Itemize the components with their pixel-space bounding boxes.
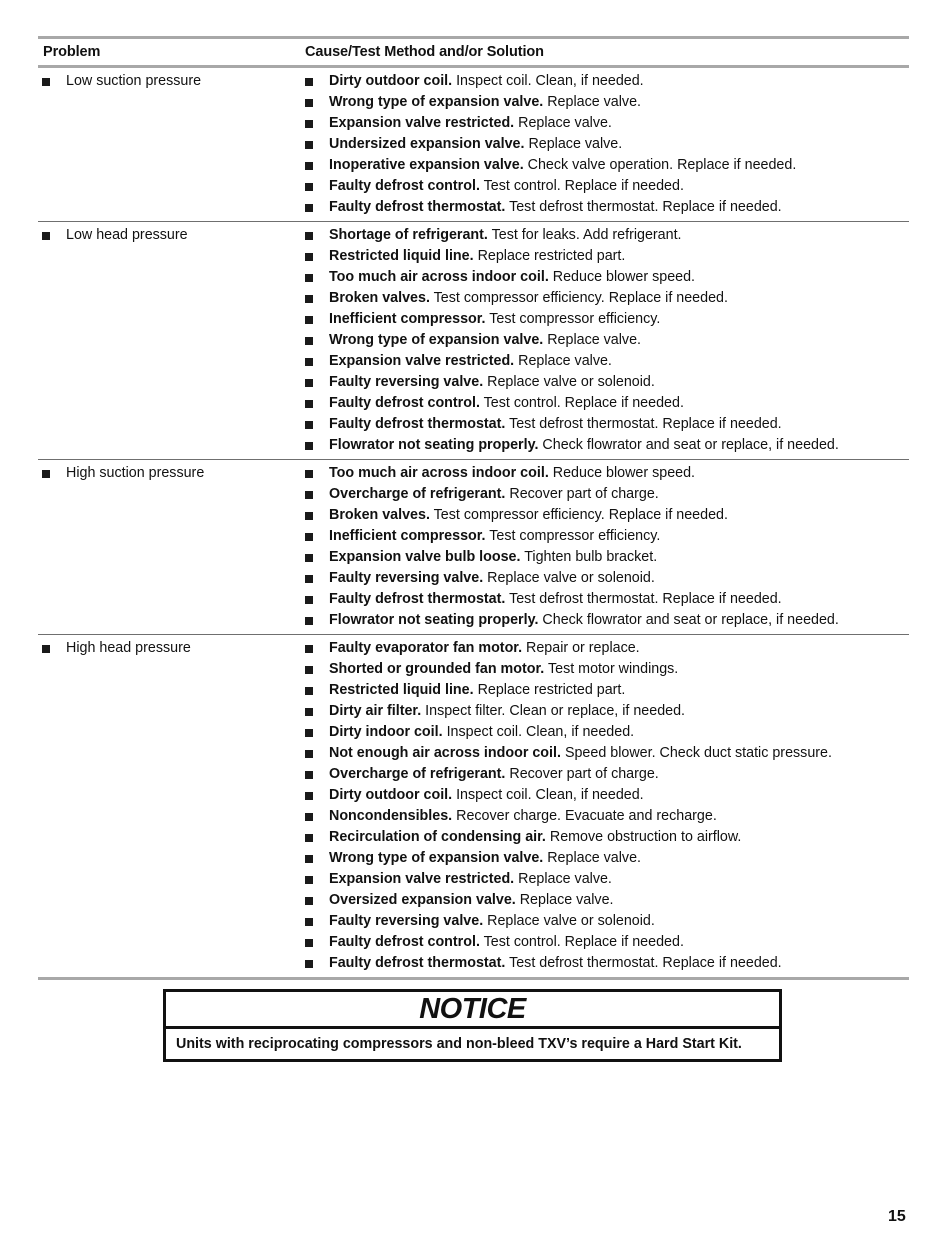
list-item <box>305 92 909 113</box>
list-item <box>305 225 909 246</box>
solution-label: Replace valve. <box>543 94 641 110</box>
list-item <box>305 785 909 806</box>
problem-cell <box>38 638 305 974</box>
solution-label: Replace valve. <box>543 850 641 866</box>
list-item <box>305 743 909 764</box>
solution-label: Replace valve. <box>515 892 614 908</box>
list-item <box>305 806 909 827</box>
list-item <box>305 484 909 505</box>
list-item <box>305 134 909 155</box>
cause-label: Too much air across indoor coil. <box>329 465 549 481</box>
cause-label: Faulty defrost control. <box>329 934 480 950</box>
solution-label: Test control. Replace if needed. <box>479 178 684 194</box>
solution-text <box>329 435 839 456</box>
solution-text <box>329 197 782 218</box>
list-item <box>305 869 909 890</box>
cause-label: Faulty reversing valve. <box>329 913 484 929</box>
solution-text <box>329 547 657 568</box>
solution-label: Test defrost thermostat. Replace if needed. <box>505 199 782 215</box>
bullet-square-icon <box>305 120 313 128</box>
cause-label: Inoperative expansion valve. <box>329 157 524 173</box>
list-item <box>305 505 909 526</box>
solution-text <box>329 953 782 974</box>
bullet-square-icon <box>305 813 313 821</box>
solution-text <box>329 155 796 176</box>
solution-text <box>329 890 614 911</box>
cause-label: Broken valves. <box>329 290 430 306</box>
solution-label: Test compressor efficiency. Replace if needed. <box>429 290 728 306</box>
cause-label: Noncondensibles. <box>329 808 453 824</box>
cause-label: Flowrator not seating properly. <box>329 437 539 453</box>
list-item <box>305 680 909 701</box>
cause-label: Expansion valve bulb loose. <box>329 549 521 565</box>
solution-label: Replace valve. <box>514 353 612 369</box>
cause-label: Faulty defrost control. <box>329 395 480 411</box>
solution-label: Test compressor efficiency. Replace if needed. <box>429 507 728 523</box>
table-row <box>38 460 909 634</box>
table-row <box>38 68 909 221</box>
solution-cell <box>305 463 909 631</box>
bullet-square-icon <box>305 792 313 800</box>
list-item <box>305 267 909 288</box>
cause-label: Faulty defrost thermostat. <box>329 199 506 215</box>
solution-text <box>329 743 832 764</box>
bullet-square-icon <box>305 358 313 366</box>
list-item <box>305 610 909 631</box>
table-header-row <box>38 39 909 65</box>
solution-cell <box>305 638 909 974</box>
cause-label: Not enough air across indoor coil. <box>329 745 561 761</box>
cause-label: Restricted liquid line. <box>329 682 474 698</box>
solution-label: Recover part of charge. <box>505 486 659 502</box>
bullet-square-icon <box>305 575 313 583</box>
cause-label: Faulty reversing valve. <box>329 374 484 390</box>
cause-label: Broken valves. <box>329 507 430 523</box>
solution-text <box>329 92 641 113</box>
bullet-square-icon <box>305 295 313 303</box>
bullet-square-icon <box>305 554 313 562</box>
solution-label: Tighten bulb bracket. <box>520 549 658 565</box>
solution-label: Test control. Replace if needed. <box>479 395 684 411</box>
solution-label: Replace valve. <box>514 871 612 887</box>
bullet-square-icon <box>305 78 313 86</box>
solution-text <box>329 722 634 743</box>
list-item <box>305 155 909 176</box>
bullet-square-icon <box>305 617 313 625</box>
cause-label: Wrong type of expansion valve. <box>329 94 544 110</box>
table-row <box>38 635 909 977</box>
solution-text <box>329 176 684 197</box>
solution-label: Repair or replace. <box>522 640 640 656</box>
bullet-square-icon <box>42 232 50 240</box>
notice-title: NOTICE <box>166 992 779 1029</box>
solution-label: Replace valve or solenoid. <box>483 570 655 586</box>
cause-label: Dirty indoor coil. <box>329 724 443 740</box>
solution-label: Speed blower. Check duct static pressure. <box>560 745 832 761</box>
bullet-square-icon <box>305 666 313 674</box>
notice-box <box>163 989 782 1062</box>
solution-text <box>329 225 682 246</box>
solution-label: Inspect coil. Clean, if needed. <box>452 787 644 803</box>
cause-label: Undersized expansion valve. <box>329 136 525 152</box>
list-item <box>305 351 909 372</box>
list-item <box>305 463 909 484</box>
solution-label: Replace valve. <box>543 332 641 348</box>
bullet-square-icon <box>305 687 313 695</box>
list-item <box>305 547 909 568</box>
solution-text <box>329 932 684 953</box>
solution-label: Test control. Replace if needed. <box>479 934 684 950</box>
cause-label: Shortage of refrigerant. <box>329 227 488 243</box>
solution-label: Replace restricted part. <box>473 682 626 698</box>
solution-text <box>329 484 659 505</box>
cause-label: Dirty outdoor coil. <box>329 787 453 803</box>
solution-text <box>329 911 655 932</box>
list-item <box>305 722 909 743</box>
cause-label: Wrong type of expansion valve. <box>329 850 544 866</box>
cause-label: Dirty outdoor coil. <box>329 73 453 89</box>
bullet-square-icon <box>305 253 313 261</box>
solution-label: Test motor windings. <box>544 661 679 677</box>
list-item <box>305 638 909 659</box>
bullet-square-icon <box>305 596 313 604</box>
solution-label: Remove obstruction to airflow. <box>545 829 742 845</box>
cause-label: Flowrator not seating properly. <box>329 612 539 628</box>
solution-text <box>329 806 717 827</box>
solution-text <box>329 848 641 869</box>
list-item <box>305 827 909 848</box>
list-item <box>305 288 909 309</box>
bullet-square-icon <box>305 897 313 905</box>
table-row <box>38 222 909 459</box>
bullet-square-icon <box>305 512 313 520</box>
solution-text <box>329 372 655 393</box>
list-item <box>305 435 909 456</box>
solution-label: Inspect coil. Clean, if needed. <box>452 73 644 89</box>
cause-label: Restricted liquid line. <box>329 248 474 264</box>
solution-label: Replace valve or solenoid. <box>483 374 655 390</box>
list-item <box>305 526 909 547</box>
solution-text <box>329 764 659 785</box>
cause-label: Expansion valve restricted. <box>329 353 515 369</box>
list-item <box>305 197 909 218</box>
solution-label: Replace valve or solenoid. <box>483 913 655 929</box>
cause-label: Expansion valve restricted. <box>329 115 515 131</box>
list-item <box>305 659 909 680</box>
bullet-square-icon <box>305 834 313 842</box>
bullet-square-icon <box>305 645 313 653</box>
cause-label: Faulty defrost thermostat. <box>329 591 506 607</box>
solution-cell <box>305 71 909 218</box>
bullet-square-icon <box>305 442 313 450</box>
bullet-square-icon <box>305 421 313 429</box>
solution-text <box>329 869 612 890</box>
table-body <box>38 68 909 977</box>
cause-label: Faulty reversing valve. <box>329 570 484 586</box>
header-problem: Problem <box>43 44 101 60</box>
list-item <box>305 953 909 974</box>
bullet-square-icon <box>42 470 50 478</box>
problem-label: Low suction pressure <box>66 73 202 89</box>
cause-label: Inefficient compressor. <box>329 528 486 544</box>
bullet-square-icon <box>305 918 313 926</box>
solution-text <box>329 71 644 92</box>
bullet-square-icon <box>305 141 313 149</box>
bullet-square-icon <box>305 232 313 240</box>
table-bottom-rule <box>38 977 909 980</box>
list-item <box>305 568 909 589</box>
solution-text <box>329 785 644 806</box>
page-number: 15 <box>888 1208 906 1225</box>
list-item <box>305 309 909 330</box>
bullet-square-icon <box>305 939 313 947</box>
bullet-square-icon <box>42 645 50 653</box>
cause-label: Recirculation of condensing air. <box>329 829 546 845</box>
solution-label: Test compressor efficiency. <box>485 311 661 327</box>
solution-label: Inspect filter. Clean or replace, if needed. <box>421 703 686 719</box>
solution-text <box>329 288 728 309</box>
bullet-square-icon <box>305 729 313 737</box>
solution-label: Replace restricted part. <box>473 248 626 264</box>
list-item <box>305 701 909 722</box>
solution-label: Replace valve. <box>524 136 623 152</box>
solution-text <box>329 351 612 372</box>
bullet-square-icon <box>305 771 313 779</box>
problem-cell <box>38 71 305 218</box>
cause-label: Expansion valve restricted. <box>329 871 515 887</box>
solution-text <box>329 638 640 659</box>
problem-label: High suction pressure <box>66 465 205 481</box>
bullet-square-icon <box>305 533 313 541</box>
list-item <box>305 113 909 134</box>
problem-label: Low head pressure <box>66 227 188 243</box>
solution-text <box>329 113 612 134</box>
bullet-square-icon <box>305 99 313 107</box>
bullet-square-icon <box>305 876 313 884</box>
bullet-square-icon <box>305 400 313 408</box>
solution-label: Replace valve. <box>514 115 612 131</box>
solution-label: Test defrost thermostat. Replace if needed. <box>505 416 782 432</box>
bullet-square-icon <box>305 337 313 345</box>
solution-label: Inspect coil. Clean, if needed. <box>442 724 635 740</box>
list-item <box>305 890 909 911</box>
solution-label: Test compressor efficiency. <box>485 528 661 544</box>
bullet-square-icon <box>305 491 313 499</box>
solution-text <box>329 610 839 631</box>
list-item <box>305 372 909 393</box>
problem-cell <box>38 225 305 456</box>
solution-text <box>329 309 660 330</box>
solution-text <box>329 827 741 848</box>
solution-label: Recover charge. Evacuate and recharge. <box>452 808 717 824</box>
cause-label: Faulty defrost thermostat. <box>329 416 506 432</box>
bullet-square-icon <box>305 204 313 212</box>
solution-cell <box>305 225 909 456</box>
solution-label: Check valve operation. Replace if needed. <box>523 157 797 173</box>
cause-label: Overcharge of refrigerant. <box>329 766 506 782</box>
solution-text <box>329 330 641 351</box>
solution-label: Test defrost thermostat. Replace if needed. <box>505 591 782 607</box>
solution-label: Recover part of charge. <box>505 766 659 782</box>
cause-label: Faulty defrost thermostat. <box>329 955 506 971</box>
bullet-square-icon <box>42 78 50 86</box>
list-item <box>305 176 909 197</box>
cause-label: Inefficient compressor. <box>329 311 486 327</box>
solution-text <box>329 701 685 722</box>
troubleshooting-table <box>38 36 909 980</box>
bullet-square-icon <box>305 470 313 478</box>
cause-label: Oversized expansion valve. <box>329 892 516 908</box>
solution-text <box>329 659 678 680</box>
cause-label: Too much air across indoor coil. <box>329 269 549 285</box>
solution-text <box>329 393 684 414</box>
solution-text <box>329 246 625 267</box>
cause-label: Faulty defrost control. <box>329 178 480 194</box>
solution-text <box>329 680 625 701</box>
solution-label: Check flowrator and seat or replace, if needed. <box>538 612 839 628</box>
list-item <box>305 589 909 610</box>
cause-label: Faulty evaporator fan motor. <box>329 640 523 656</box>
cause-label: Shorted or grounded fan motor. <box>329 661 545 677</box>
solution-text <box>329 505 728 526</box>
bullet-square-icon <box>305 183 313 191</box>
bullet-square-icon <box>305 960 313 968</box>
list-item <box>305 932 909 953</box>
problem-cell <box>38 463 305 631</box>
list-item <box>305 71 909 92</box>
list-item <box>305 764 909 785</box>
solution-label: Check flowrator and seat or replace, if needed. <box>538 437 839 453</box>
solution-label: Reduce blower speed. <box>548 465 696 481</box>
bullet-square-icon <box>305 274 313 282</box>
solution-text <box>329 463 695 484</box>
bullet-square-icon <box>305 162 313 170</box>
solution-text <box>329 134 622 155</box>
solution-label: Reduce blower speed. <box>548 269 696 285</box>
list-item <box>305 393 909 414</box>
bullet-square-icon <box>305 316 313 324</box>
solution-label: Test for leaks. Add refrigerant. <box>487 227 682 243</box>
cause-label: Wrong type of expansion valve. <box>329 332 544 348</box>
list-item <box>305 848 909 869</box>
bullet-square-icon <box>305 855 313 863</box>
list-item <box>305 330 909 351</box>
notice-body: Units with reciprocating compressors and non-bleed TXV’s require a Hard Start Kit. <box>176 1036 742 1052</box>
list-item <box>305 246 909 267</box>
bullet-square-icon <box>305 379 313 387</box>
bullet-square-icon <box>305 750 313 758</box>
solution-text <box>329 568 655 589</box>
cause-label: Overcharge of refrigerant. <box>329 486 506 502</box>
list-item <box>305 911 909 932</box>
solution-text <box>329 414 782 435</box>
cause-label: Dirty air filter. <box>329 703 422 719</box>
solution-text <box>329 589 782 610</box>
solution-text <box>329 267 695 288</box>
problem-label: High head pressure <box>66 640 191 656</box>
solution-label: Test defrost thermostat. Replace if needed. <box>505 955 782 971</box>
list-item <box>305 414 909 435</box>
header-solution: Cause/Test Method and/or Solution <box>305 44 544 60</box>
solution-text <box>329 526 660 547</box>
bullet-square-icon <box>305 708 313 716</box>
